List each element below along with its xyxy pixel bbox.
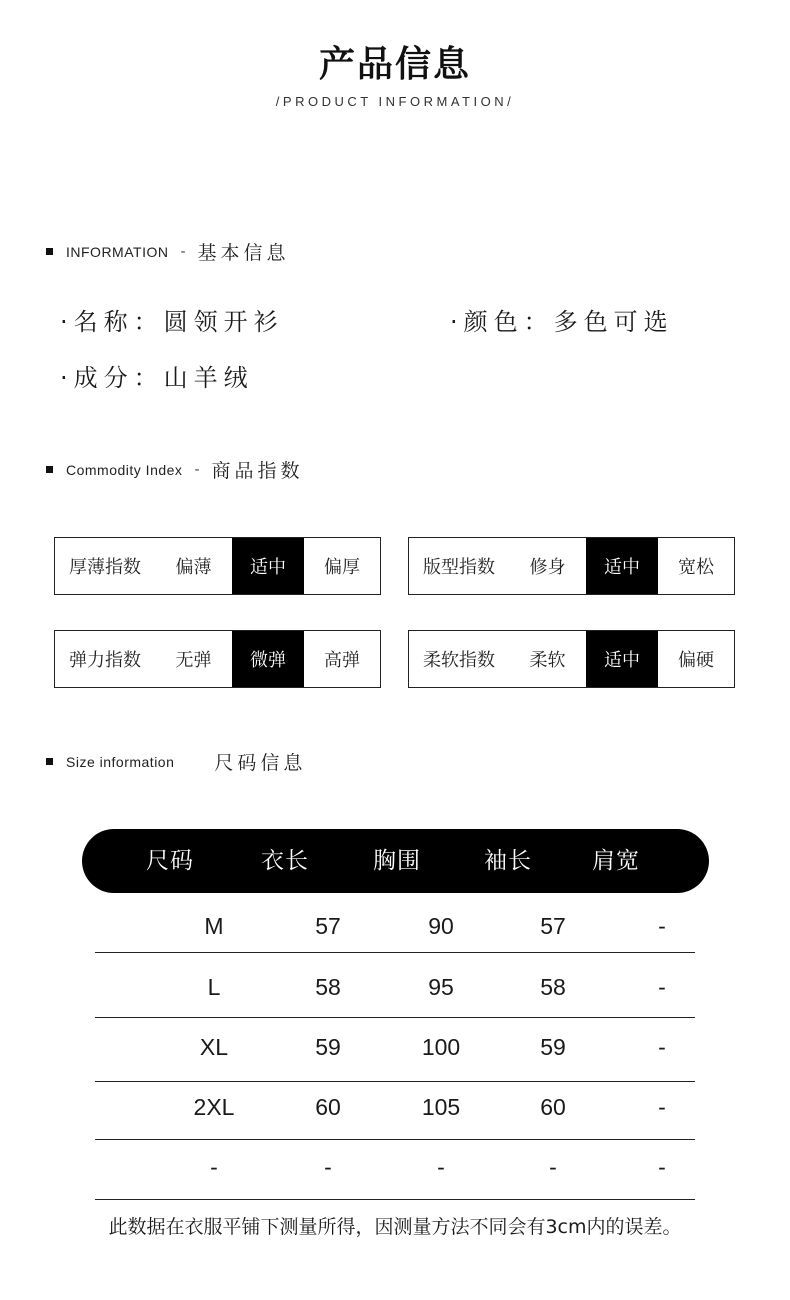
table-cell: 58 — [315, 974, 341, 1000]
index-option: 高弹 — [324, 650, 360, 671]
commodity-index-header — [46, 456, 304, 483]
info-color-label: ·颜色： — [450, 308, 554, 336]
index-option: 无弹 — [175, 650, 212, 671]
table-cell: - — [210, 1154, 218, 1180]
index-name: 厚薄指数 — [69, 557, 141, 578]
table-cell: - — [658, 1094, 666, 1120]
index-option-selected: 适中 — [232, 538, 304, 594]
table-cell: - — [658, 913, 666, 939]
table-cell: 59 — [315, 1034, 341, 1060]
index-option: 柔软 — [529, 650, 566, 671]
info-name — [60, 302, 284, 337]
index-option: 偏薄 — [175, 557, 212, 578]
size-info-en: Size information — [66, 753, 175, 770]
row-divider — [95, 1199, 695, 1200]
bullet-square-icon — [46, 248, 53, 255]
table-cell: 57 — [540, 913, 566, 939]
index-option-selected: 微弹 — [232, 631, 304, 687]
info-name-value: 圆领开衫 — [163, 308, 284, 336]
col-header: 袖长 — [484, 848, 532, 874]
table-cell: - — [658, 974, 666, 1000]
col-header: 肩宽 — [592, 848, 640, 874]
table-cell: - — [658, 1034, 666, 1060]
info-material-label: ·成分： — [60, 364, 164, 392]
table-cell: 57 — [315, 913, 341, 939]
info-color-value: 多色可选 — [553, 308, 674, 336]
table-row — [95, 1137, 695, 1197]
commodity-index-cn: 商品指数 — [211, 460, 304, 482]
table-cell: L — [207, 974, 221, 1000]
basic-info-header — [46, 238, 290, 265]
bullet-square-icon — [46, 758, 53, 765]
section-dash: - — [180, 243, 186, 260]
elasticity-index — [54, 630, 381, 688]
table-cell: 100 — [421, 1034, 461, 1060]
index-option: 偏硬 — [678, 650, 714, 671]
info-material — [60, 358, 254, 393]
table-row — [95, 1077, 695, 1137]
table-cell: M — [204, 913, 224, 939]
softness-index — [408, 630, 735, 688]
page-subtitle: /PRODUCT INFORMATION/ — [275, 94, 515, 109]
row-divider — [95, 952, 695, 953]
table-cell: 59 — [540, 1034, 566, 1060]
table-cell: - — [658, 1154, 666, 1180]
col-header: 胸围 — [373, 848, 421, 874]
col-header: 衣长 — [261, 848, 309, 874]
page-title: 产品信息 — [318, 44, 471, 85]
table-cell: 60 — [315, 1094, 341, 1120]
table-cell: - — [549, 1154, 557, 1180]
bullet-square-icon — [46, 466, 53, 473]
index-name: 版型指数 — [423, 557, 495, 578]
info-material-value: 山羊绒 — [163, 364, 254, 392]
table-row — [95, 957, 695, 1017]
thickness-index — [54, 537, 381, 595]
basic-info-cn: 基本信息 — [197, 242, 290, 264]
index-option-selected: 适中 — [586, 538, 658, 594]
size-info-header — [46, 748, 306, 775]
section-dash: - — [194, 461, 200, 478]
table-cell: 90 — [428, 913, 454, 939]
table-cell: 95 — [428, 974, 454, 1000]
table-row — [95, 1017, 695, 1077]
index-name: 弹力指数 — [69, 650, 141, 671]
index-option: 宽松 — [678, 557, 714, 578]
table-cell: 58 — [540, 974, 566, 1000]
table-row — [95, 896, 695, 956]
info-color — [450, 302, 674, 337]
index-option-selected: 适中 — [586, 631, 658, 687]
basic-info-en: INFORMATION — [66, 243, 169, 260]
table-cell: 60 — [540, 1094, 566, 1120]
col-header: 尺码 — [146, 848, 194, 874]
size-table-header — [82, 829, 709, 893]
table-cell: - — [437, 1154, 445, 1180]
commodity-index-en: Commodity Index — [66, 461, 183, 478]
size-info-cn: 尺码信息 — [214, 752, 307, 774]
index-name: 柔软指数 — [423, 650, 495, 671]
index-option: 修身 — [529, 557, 566, 578]
table-cell: XL — [199, 1034, 229, 1060]
index-option: 偏厚 — [324, 557, 360, 578]
table-cell: 105 — [421, 1094, 461, 1120]
measurement-note: 此数据在衣服平铺下测量所得，因测量方法不同会有3cm内的误差。 — [108, 1216, 682, 1238]
table-cell: 2XL — [193, 1094, 235, 1120]
table-cell: - — [324, 1154, 332, 1180]
fit-index — [408, 537, 735, 595]
info-name-label: ·名称： — [60, 308, 164, 336]
